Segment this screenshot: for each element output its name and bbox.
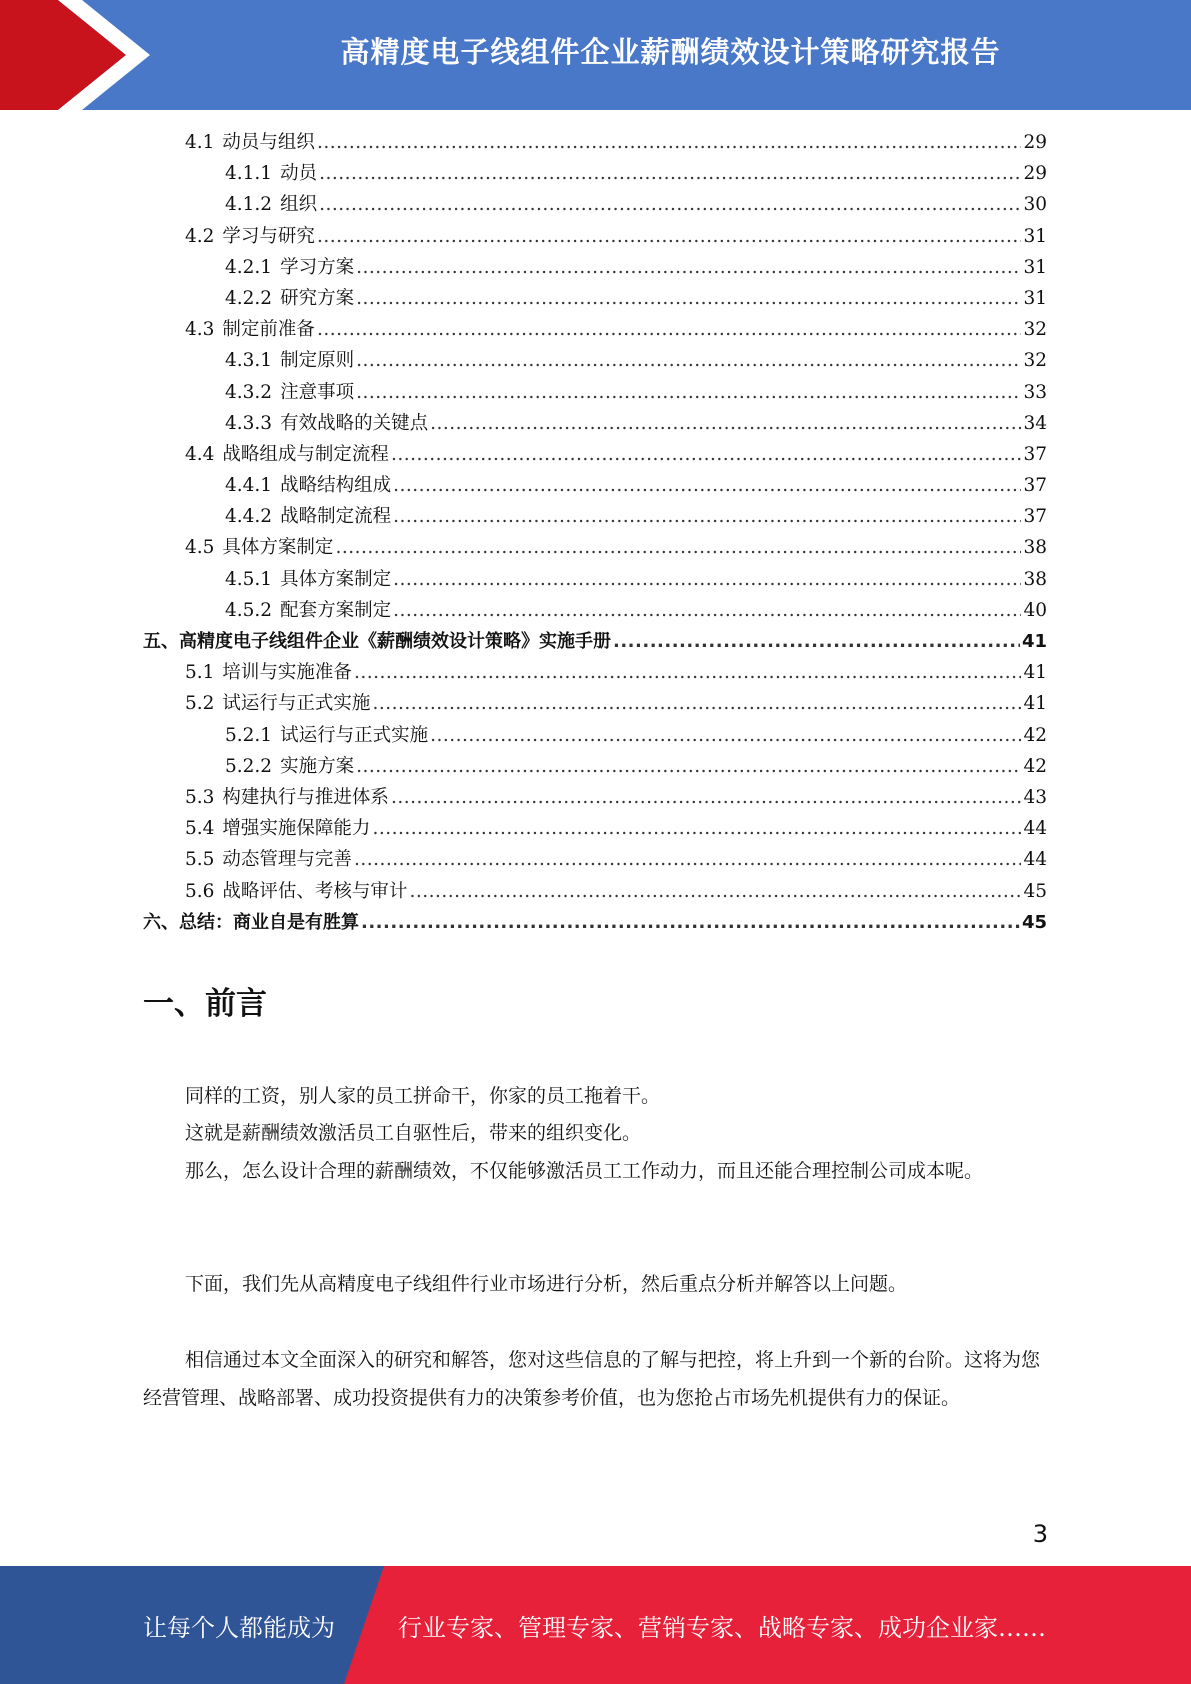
- toc-entry-number: 5.2.2: [225, 755, 273, 777]
- toc-entry[interactable]: [143, 658, 1047, 689]
- toc-leader-dots: [393, 600, 1021, 621]
- toc-entry-title: 组织: [280, 194, 318, 216]
- page-header: [0, 0, 1191, 110]
- toc-entry[interactable]: [143, 596, 1047, 627]
- toc-entry[interactable]: [143, 378, 1047, 409]
- toc-entry-title: 动员: [280, 163, 318, 185]
- toc-leader-dots: [409, 881, 1021, 902]
- document-title: 高精度电子线组件企业薪酬绩效设计策略研究报告: [340, 34, 1001, 69]
- toc-entry-page: 41: [1023, 662, 1047, 684]
- toc-entry-number: 5.4: [185, 818, 215, 840]
- toc-leader-dots: [430, 725, 1021, 746]
- toc-entry[interactable]: [143, 627, 1047, 658]
- toc-entry[interactable]: [143, 128, 1047, 159]
- toc-entry-page: 41: [1023, 693, 1047, 715]
- toc-entry-page: 29: [1023, 163, 1047, 185]
- toc-leader-dots: [317, 319, 1022, 340]
- toc-entry-page: 38: [1023, 537, 1047, 559]
- toc-entry-number: 5.5: [185, 849, 215, 871]
- paragraph: 相信通过本文全面深入的研究和解答，您对这些信息的了解与把控，将上升到一个新的台阶。这将为您经营管理、战略部署、成功投资提供有力的决策参考价值，也为您抢占市场先机提供有力的保证。: [143, 1349, 1041, 1409]
- toc-entry-number: 4.2.1: [225, 256, 273, 278]
- toc-entry-page: 33: [1023, 381, 1047, 403]
- toc-leader-dots: [354, 849, 1022, 870]
- toc-entry-title: 实施方案: [280, 755, 355, 777]
- page-footer: [0, 1566, 1191, 1684]
- toc-entry-page: 42: [1023, 724, 1047, 746]
- toc-entry-title: 动态管理与完善: [222, 849, 352, 871]
- toc-entry-number: 4.4.2: [225, 506, 273, 528]
- toc-entry-title: 六、总结：商业自是有胜算: [143, 911, 359, 933]
- toc-entry-page: 34: [1023, 412, 1047, 434]
- toc-entry[interactable]: [143, 752, 1047, 783]
- toc-entry-title: 培训与实施准备: [222, 662, 352, 684]
- toc-leader-dots: [372, 818, 1021, 839]
- toc-entry-title: 战略结构组成: [280, 475, 392, 497]
- toc-entry-title: 制定原则: [280, 350, 355, 372]
- toc-entry-page: 32: [1023, 350, 1047, 372]
- toc-entry[interactable]: [143, 471, 1047, 502]
- section-heading: 一、前言: [143, 986, 267, 1022]
- toc-leader-dots: [393, 475, 1021, 496]
- footer-slogan-right: 行业专家、管理专家、营销专家、战略专家、成功企业家……: [398, 1613, 1046, 1642]
- toc-entry[interactable]: [143, 284, 1047, 315]
- toc-entry[interactable]: [143, 908, 1047, 939]
- toc-leader-dots: [361, 912, 1020, 933]
- toc-entry-number: 4.2: [185, 225, 215, 247]
- toc-entry-number: 4.1.1: [225, 163, 273, 185]
- toc-entry-page: 38: [1023, 568, 1047, 590]
- toc-entry[interactable]: [143, 877, 1047, 908]
- toc-entry-page: 37: [1023, 443, 1047, 465]
- toc-entry[interactable]: [143, 159, 1047, 190]
- paragraph: 下面，我们先从高精度电子线组件行业市场进行分析，然后重点分析并解答以上问题。: [185, 1273, 908, 1295]
- toc-entry[interactable]: [143, 533, 1047, 564]
- toc-entry[interactable]: [143, 440, 1047, 471]
- toc-entry-page: 44: [1023, 849, 1047, 871]
- toc-leader-dots: [319, 163, 1021, 184]
- toc-entry-number: 5.1: [185, 662, 215, 684]
- toc-entry[interactable]: [143, 565, 1047, 596]
- toc-entry[interactable]: [143, 315, 1047, 346]
- toc-leader-dots: [356, 288, 1021, 309]
- toc-entry-page: 42: [1023, 755, 1047, 777]
- toc-leader-dots: [356, 257, 1021, 278]
- toc-leader-dots: [317, 132, 1022, 153]
- toc-entry-number: 4.4: [185, 443, 215, 465]
- toc-leader-dots: [356, 756, 1021, 777]
- toc-entry[interactable]: [143, 409, 1047, 440]
- toc-entry[interactable]: [143, 689, 1047, 720]
- toc-entry-number: 5.2.1: [225, 724, 273, 746]
- toc-entry-title: 战略制定流程: [280, 506, 392, 528]
- toc-entry-number: 4.3.2: [225, 381, 273, 403]
- toc-entry-number: 4.2.2: [225, 287, 273, 309]
- toc-entry[interactable]: [143, 721, 1047, 752]
- toc-leader-dots: [391, 787, 1022, 808]
- footer-slogan-left: 让每个人都能成为: [143, 1613, 335, 1642]
- toc-entry-page: 44: [1023, 818, 1047, 840]
- toc-entry-page: 37: [1023, 506, 1047, 528]
- toc-entry-title: 构建执行与推进体系: [222, 786, 389, 808]
- toc-entry-number: 5.2: [185, 693, 215, 715]
- toc-entry-number: 4.3.3: [225, 412, 273, 434]
- toc-entry-title: 五、高精度电子线组件企业《薪酬绩效设计策略》实施手册: [143, 631, 611, 652]
- toc-entry-number: 4.1.2: [225, 194, 273, 216]
- toc-entry-title: 战略组成与制定流程: [222, 443, 389, 465]
- toc-entry-page: 29: [1023, 132, 1047, 153]
- toc-entry-title: 增强实施保障能力: [222, 818, 371, 840]
- toc-entry-title: 制定前准备: [222, 319, 315, 341]
- toc-entry-page: 41: [1021, 631, 1047, 652]
- page-number: 3: [1032, 1520, 1048, 1548]
- toc-entry-number: 4.4.1: [225, 475, 273, 497]
- toc-entry-page: 31: [1023, 225, 1047, 247]
- toc-entry-title: 具体方案制定: [280, 568, 392, 590]
- toc-entry-number: 4.5.2: [225, 599, 273, 621]
- toc-leader-dots: [372, 693, 1021, 714]
- toc-entry-page: 37: [1023, 475, 1047, 497]
- toc-leader-dots: [356, 350, 1021, 371]
- toc-entry-title: 有效战略的关键点: [280, 412, 429, 434]
- toc-entry-page: 40: [1023, 599, 1047, 621]
- table-of-contents: [143, 128, 1047, 939]
- toc-entry[interactable]: [143, 502, 1047, 533]
- toc-entry-page: 45: [1023, 880, 1047, 902]
- paragraph: 同样的工资，别人家的员工拼命干，你家的员工拖着干。: [185, 1085, 661, 1107]
- toc-entry-page: 32: [1023, 319, 1047, 341]
- toc-leader-dots: [356, 382, 1021, 403]
- toc-entry[interactable]: [143, 346, 1047, 377]
- toc-entry-page: 31: [1023, 256, 1047, 278]
- toc-leader-dots: [430, 413, 1021, 434]
- toc-entry-number: 4.3: [185, 319, 215, 341]
- toc-entry-title: 学习方案: [280, 256, 355, 278]
- toc-leader-dots: [354, 662, 1022, 683]
- toc-leader-dots: [335, 537, 1021, 558]
- toc-entry-title: 试运行与正式实施: [280, 724, 429, 746]
- toc-entry-title: 学习与研究: [222, 225, 315, 247]
- toc-entry[interactable]: [143, 253, 1047, 284]
- toc-entry-number: 4.1: [185, 132, 215, 153]
- toc-entry-page: 30: [1023, 194, 1047, 216]
- paragraph: 那么，怎么设计合理的薪酬绩效，不仅能够激活员工工作动力，而且还能合理控制公司成本呢。: [185, 1160, 984, 1182]
- toc-leader-dots: [391, 444, 1022, 465]
- toc-entry-title: 配套方案制定: [280, 599, 392, 621]
- toc-entry-title: 试运行与正式实施: [222, 693, 371, 715]
- toc-entry-number: 5.3: [185, 786, 215, 808]
- toc-entry-title: 研究方案: [280, 287, 355, 309]
- toc-entry[interactable]: [143, 222, 1047, 253]
- toc-entry[interactable]: [143, 814, 1047, 845]
- toc-entry-page: 45: [1021, 911, 1047, 933]
- toc-entry-number: 4.3.1: [225, 350, 273, 372]
- toc-entry-title: 注意事项: [280, 381, 355, 403]
- toc-entry-page: 31: [1023, 287, 1047, 309]
- toc-leader-dots: [317, 226, 1022, 247]
- toc-entry[interactable]: [143, 845, 1047, 876]
- toc-entry[interactable]: [143, 190, 1047, 221]
- toc-entry-page: 43: [1023, 786, 1047, 808]
- toc-leader-dots: [319, 194, 1021, 215]
- toc-entry-number: 4.5.1: [225, 568, 273, 590]
- toc-entry-number: 4.5: [185, 537, 215, 559]
- toc-entry-title: 具体方案制定: [222, 537, 334, 559]
- toc-leader-dots: [613, 631, 1020, 652]
- toc-leader-dots: [393, 569, 1021, 590]
- toc-entry-title: 战略评估、考核与审计: [222, 880, 408, 902]
- toc-entry-number: 5.6: [185, 880, 215, 902]
- toc-entry-title: 动员与组织: [222, 132, 315, 153]
- toc-leader-dots: [393, 506, 1021, 527]
- toc-entry[interactable]: [143, 783, 1047, 814]
- paragraph: 这就是薪酬绩效激活员工自驱性后，带来的组织变化。: [185, 1122, 642, 1144]
